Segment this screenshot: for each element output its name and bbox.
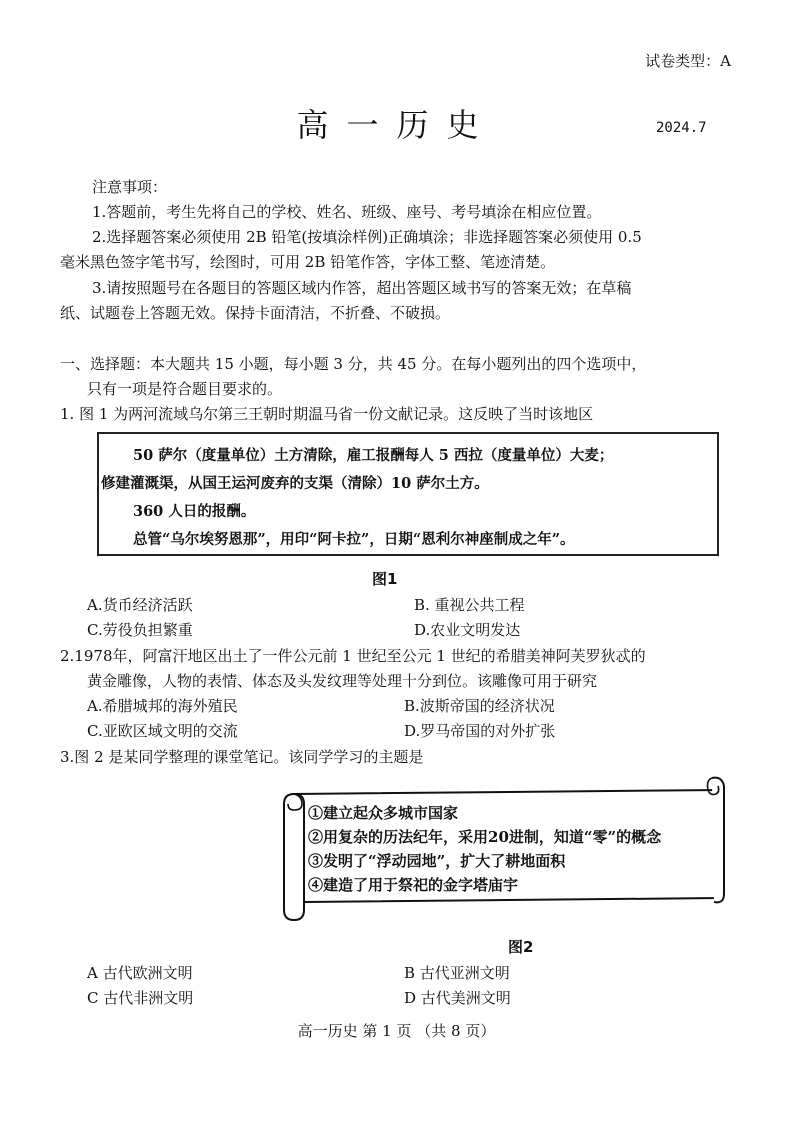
figure-1-line-3: 360 人日的报酬。 <box>133 503 256 520</box>
figure-1-line-2: 修建灌溉渠，从国王运河废弃的支渠（清除）10 萨尔土方。 <box>101 475 489 492</box>
question-2-stem-line-2: 黄金雕像，人物的表情、体态及头发纹理等处理十分到位。该雕像可用于研究 <box>87 672 598 690</box>
figure-2-caption: 图2 <box>508 938 534 956</box>
question-3-option-c: C 古代非洲文明 <box>87 989 194 1007</box>
notice-item-1: 1.答题前，考生先将自己的学校、姓名、班级、座号、考号填涂在相应位置。 <box>92 203 602 221</box>
question-3-option-a: A 古代欧洲文明 <box>87 964 193 982</box>
section-1-heading: 一、选择题：本大题共 15 小题，每小题 3 分，共 45 分。在每小题列出的四个选项中， <box>60 355 647 373</box>
question-1-stem: 1. 图 1 为两河流域乌尔第三王朝时期温马省一份文献记录。这反映了当时该地区 <box>60 405 594 423</box>
figure-2-note-4: ④建造了用于祭祀的金字塔庙宇 <box>308 876 519 894</box>
question-1-option-a: A.货币经济活跃 <box>87 596 193 614</box>
figure-1-box <box>97 432 719 556</box>
notice-item-2-line-2: 毫米黑色签字笔书写，绘图时，可用 2B 铅笔作答，字体工整、笔迹清楚。 <box>60 253 556 271</box>
question-1-option-b: B. 重视公共工程 <box>414 596 525 614</box>
page-title: 高一历史 <box>296 106 497 144</box>
question-3-stem: 3.图 2 是某同学整理的课堂笔记。该同学学习的主题是 <box>60 748 424 766</box>
question-3-option-d: D 古代美洲文明 <box>404 989 511 1007</box>
exam-date: 2024.7 <box>656 120 707 136</box>
notice-heading: 注意事项： <box>92 178 168 196</box>
figure-2-note-3: ③发明了“浮动园地”，扩大了耕地面积 <box>308 852 566 870</box>
figure-2-note-1: ①建立起众多城市国家 <box>308 804 459 822</box>
notice-item-3-line-1: 3.请按照题号在各题目的答题区域内作答，超出答题区域书写的答案无效；在草稿 <box>92 279 632 297</box>
notice-item-2-line-1: 2.选择题答案必须使用 2B 铅笔(按填涂样例)正确填涂；非选择题答案必须使用 0.5 <box>92 228 642 246</box>
figure-2-note-2: ②用复杂的历法纪年，采用20进制，知道“零”的概念 <box>308 828 662 846</box>
figure-2-scroll <box>280 770 730 922</box>
question-2-option-c: C.亚欧区域文明的交流 <box>87 722 238 740</box>
question-2-option-a: A.希腊城邦的海外殖民 <box>87 697 238 715</box>
notice-item-3-line-2: 纸、试题卷上答题无效。保持卡面清洁，不折叠、不破损。 <box>60 304 451 322</box>
figure-1-line-4: 总管“乌尔埃努恩那”，用印“阿卡拉”，日期“恩利尔神座制成之年”。 <box>133 531 575 548</box>
question-2-option-d: D.罗马帝国的对外扩张 <box>404 722 556 740</box>
question-3-option-b: B 古代亚洲文明 <box>404 964 510 982</box>
question-1-option-c: C.劳役负担繁重 <box>87 621 193 639</box>
question-1-option-d: D.农业文明发达 <box>414 621 521 639</box>
figure-1-caption: 图1 <box>372 570 398 588</box>
question-2-option-b: B.波斯帝国的经济状况 <box>404 697 555 715</box>
page-footer: 高一历史 第 1 页 （共 8 页） <box>297 1022 496 1040</box>
question-2-stem-line-1: 2.1978年，阿富汗地区出土了一件公元前 1 世纪至公元 1 世纪的希腊美神阿芙罗狄忒的 <box>60 647 646 665</box>
figure-1-line-1: 50 萨尔（度量单位）土方清除，雇工报酬每人 5 西拉（度量单位）大麦； <box>133 447 614 464</box>
paper-type-label: 试卷类型：A <box>645 52 731 70</box>
section-1-heading-cont: 只有一项是符合题目要求的。 <box>87 380 283 398</box>
